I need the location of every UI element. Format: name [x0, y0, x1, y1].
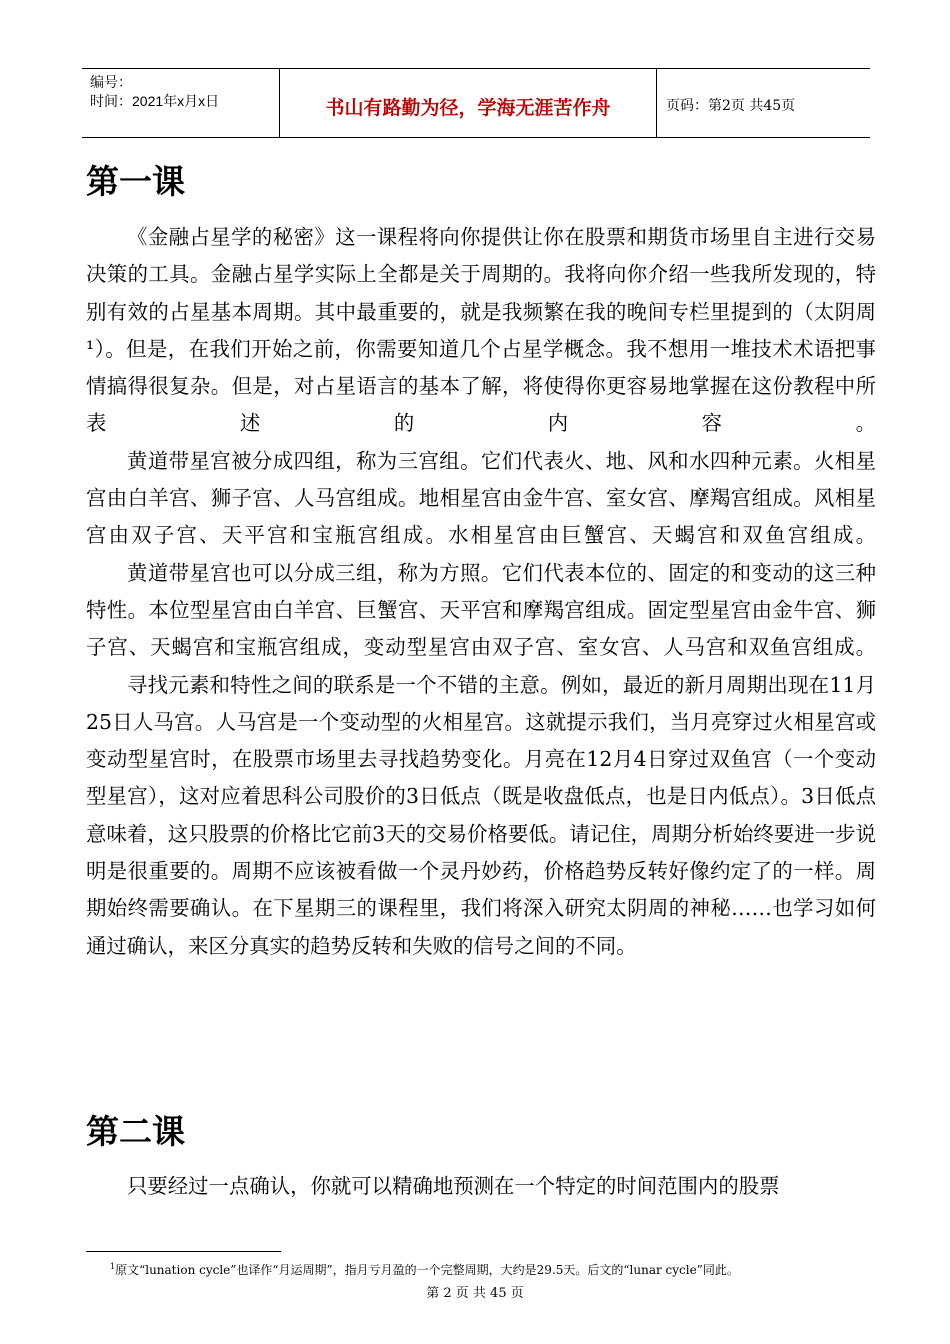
lesson-1-title: 第一课: [86, 162, 185, 201]
paragraph: 黄道带星宫被分成四组，称为三宫组。它们代表火、地、风和水四种元素。火相星宫由白羊宫、狮子宫、人马宫组成。地相星宫由金牛宫、室女宫、摩羯宫组成。风相星宫由双子宫、天平宫和宝瓶宫组成。水相星宫由巨蟹宫、天蝎宫和双鱼宫组成。: [86, 448, 876, 548]
paragraph: 寻找元素和特性之间的联系是一个不错的主意。例如，最近的新月周期出现在11月25日人马宫。人马宫是一个变动型的火相星宫。这就提示我们，当月亮穿过火相星宫或变动型星宫时，在股票市场里去寻找趋势变化。月亮在12月4日穿过双鱼宫（一个变动型星宫），这对应着思科公司股价的3日低点（既是收盘低点，也是日内低点）。3日低点意味着，这只股票的价格比它前3天的交易价格要低。请记住，周期分析始终要进一步说明是很重要的。周期不应该被看做一个灵丹妙药，价格趋势反转好像约定了的一样。周期始终需要确认。在下星期三的课程里，我们将深入研究太阴周的神秘……也学习如何通过确认，来区分真实的趋势反转和失败的信号之间的不同。: [86, 672, 876, 958]
lesson-2-title: 第二课: [86, 1112, 185, 1151]
lesson-2-body: [86, 1168, 876, 1205]
lesson-1-body: [86, 219, 876, 965]
document-date: 时间：2021年x月x日: [90, 93, 220, 109]
footnote-text: 原文“lunation cycle”也译作“月运周期”，指月亏月盈的一个完整周期，大约是29.5天。后文的“lunar cycle”同此。: [115, 1263, 739, 1277]
paragraph: 只要经过一点确认，你就可以精确地预测在一个特定的时间范围内的股票: [127, 1174, 780, 1198]
header-table: [82, 68, 870, 138]
document-number-label: 编号：: [90, 74, 132, 90]
paragraph: 《金融占星学的秘密》这一课程将向你提供让你在股票和期货市场里自主进行交易决策的工具。金融占星学实际上全都是关于周期的。我将向你介绍一些我所发现的，特别有效的占星基本周期。其中最重要的，就是我频繁在我的晚间专栏里提到的（太阴周¹）。但是，在我们开始之前，你需要知道几个占星学概念。我不想用一堆技术术语把事情搞得很复杂。但是，对占星语言的基本了解，将使得你更容易地掌握在这份教程中所表述的内容。: [86, 225, 876, 436]
footnote: [110, 1259, 739, 1278]
page-footer: 第 2 页 共 45 页: [426, 1286, 524, 1301]
footnote-mark: 1: [110, 1262, 116, 1271]
paragraph: 黄道带星宫也可以分成三组，称为方照。它们代表本位的、固定的和变动的这三种特性。本位型星宫由白羊宫、巨蟹宫、天平宫和摩羯宫组成。固定型星宫由金牛宫、狮子宫、天蝎宫和宝瓶宫组成，变动型星宫由双子宫、室女宫、人马宫和双鱼宫组成。: [86, 560, 876, 660]
footnote-divider: [86, 1251, 281, 1252]
header-page-info: 页码：第2页 共45页: [666, 98, 796, 114]
header-motto: 书山有路勤为径，学海无涯苦作舟: [280, 69, 657, 137]
header-meta-cell: [82, 69, 280, 137]
